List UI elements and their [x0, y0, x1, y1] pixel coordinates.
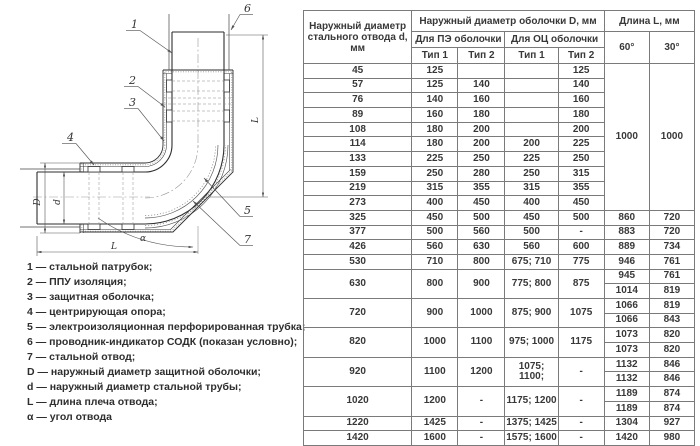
centerlines	[33, 38, 198, 198]
table-cell: 377	[304, 225, 412, 240]
table-cell: 1066	[604, 299, 649, 314]
header-casing-diameter: Наружный диаметр оболочки D, мм	[412, 11, 604, 32]
table-cell: -	[558, 387, 604, 416]
table-cell: 883	[604, 225, 649, 240]
table-cell: -	[458, 416, 505, 431]
table-cell: 946	[604, 254, 649, 269]
table-cell	[505, 108, 558, 123]
table-cell: 225	[505, 152, 558, 167]
header-pe-casing: Для ПЭ оболочки	[412, 32, 505, 48]
table-cell: 1132	[604, 357, 649, 372]
table-cell: 89	[304, 108, 412, 123]
table-cell: 1100	[412, 357, 458, 386]
table-cell: 180	[412, 122, 458, 137]
table-cell: 846	[649, 357, 694, 372]
table-row	[304, 225, 695, 240]
table-cell: 450	[412, 210, 458, 225]
table-cell: 219	[304, 181, 412, 196]
dim-label-alpha: α	[139, 234, 147, 244]
spec-table-header	[304, 11, 695, 64]
table-cell: 927	[649, 416, 694, 431]
table-row	[304, 328, 695, 343]
header-60deg: 60°	[604, 32, 649, 64]
table-cell: 125	[412, 78, 458, 93]
table-cell	[505, 64, 558, 79]
table-cell: -	[458, 431, 505, 446]
table-cell: 1066	[604, 313, 649, 328]
table-row	[304, 64, 695, 79]
table-cell: 125	[558, 64, 604, 79]
table-cell: 820	[304, 328, 412, 357]
table-cell: 900	[458, 269, 505, 298]
table-cell: 400	[412, 196, 458, 211]
table-row	[304, 210, 695, 225]
table-cell: 1000	[412, 328, 458, 357]
table-cell: 1575; 1600	[505, 431, 558, 446]
table-cell: 500	[505, 225, 558, 240]
table-cell: 761	[649, 269, 694, 284]
dim-label-d: d	[53, 199, 63, 205]
table-cell	[505, 122, 558, 137]
table-cell: 1014	[604, 284, 649, 299]
table-cell: 600	[558, 240, 604, 255]
table-cell: 1425	[412, 416, 458, 431]
table-cell: 630	[458, 240, 505, 255]
table-cell: -	[558, 431, 604, 446]
table-cell: 225	[412, 152, 458, 167]
table-cell: 57	[304, 78, 412, 93]
header-oc-casing: Для ОЦ оболочки	[505, 32, 604, 48]
table-cell: 846	[649, 372, 694, 387]
table-cell: 734	[649, 240, 694, 255]
table-cell: 1175	[558, 328, 604, 357]
header-pe-type1: Тип 1	[412, 48, 458, 64]
table-cell: 450	[458, 196, 505, 211]
table-cell: 775; 800	[505, 269, 558, 298]
table-cell: 273	[304, 196, 412, 211]
legend-item: L — длина плеча отвода;	[27, 396, 158, 408]
table-cell: 761	[649, 254, 694, 269]
table-cell: 920	[304, 357, 412, 386]
table-cell: -	[558, 357, 604, 386]
header-pe-type2: Тип 2	[458, 48, 505, 64]
table-cell: -	[558, 416, 604, 431]
table-row	[304, 387, 695, 402]
legend-item: 7 — стальной отвод;	[27, 351, 136, 363]
table-cell: 720	[649, 210, 694, 225]
table-row	[304, 240, 695, 255]
table-row	[304, 416, 695, 431]
table-cell: -	[558, 225, 604, 240]
table-cell: 775	[558, 254, 604, 269]
callout-7-label: 7	[244, 233, 251, 246]
table-cell: 874	[649, 387, 694, 402]
table-cell: 180	[412, 137, 458, 152]
elbow-drawing	[0, 0, 302, 258]
table-cell: 1073	[604, 343, 649, 358]
table-cell	[458, 64, 505, 79]
table-row	[304, 431, 695, 446]
table-cell: 280	[458, 166, 505, 181]
table-cell: 160	[412, 108, 458, 123]
table-cell: 1073	[604, 328, 649, 343]
table-cell: 560	[505, 240, 558, 255]
table-cell: 1000	[649, 64, 694, 211]
table-cell: 180	[558, 108, 604, 123]
legend-item: 3 — защитная оболочка;	[27, 291, 155, 303]
table-cell: 160	[458, 93, 505, 108]
header-oc-type1: Тип 1	[505, 48, 558, 64]
table-cell: 820	[649, 343, 694, 358]
casing-inner-lines	[80, 74, 233, 234]
header-length: Длина L, мм	[604, 11, 694, 32]
casing-hatch	[80, 72, 233, 233]
table-cell: 140	[558, 78, 604, 93]
table-cell: 426	[304, 240, 412, 255]
table-cell: 500	[458, 210, 505, 225]
table-cell: 76	[304, 93, 412, 108]
header-oc-type2: Тип 2	[558, 48, 604, 64]
table-cell: 800	[412, 269, 458, 298]
table-cell: 720	[649, 225, 694, 240]
callout-5-label: 5	[244, 204, 251, 217]
table-cell: 1075; 1100;	[505, 357, 558, 386]
table-cell: 1200	[458, 357, 505, 386]
legend-item: 2 — ППУ изоляция;	[27, 276, 127, 288]
table-cell: 819	[649, 284, 694, 299]
table-cell: 200	[558, 122, 604, 137]
legend-item: 1 — стальной патрубок;	[27, 261, 153, 273]
table-cell: 500	[412, 225, 458, 240]
table-cell: 1175; 1200	[505, 387, 558, 416]
table-cell: 1000	[604, 64, 649, 211]
table-cell: 315	[558, 166, 604, 181]
table-cell: 1000	[458, 299, 505, 328]
callout-2-label: 2	[129, 74, 136, 87]
steel-pipe	[37, 32, 224, 224]
dim-label-L-right: L	[251, 117, 261, 123]
spec-table	[303, 10, 695, 446]
table-row	[304, 357, 695, 372]
table-cell: 1220	[304, 416, 412, 431]
table-cell: 114	[304, 137, 412, 152]
casing-outline	[80, 70, 233, 233]
spec-table-body	[304, 64, 695, 446]
table-cell: 160	[558, 93, 604, 108]
table-row	[304, 269, 695, 284]
callout-1-label: 1	[131, 18, 138, 31]
dim-label-L-bottom: L	[111, 242, 117, 252]
table-cell: 200	[505, 137, 558, 152]
header-steel-diameter: Наружный диаметр стального отвода d, мм	[304, 11, 412, 64]
table-cell: 1189	[604, 387, 649, 402]
table-cell: 1375; 1425	[505, 416, 558, 431]
table-cell: 400	[505, 196, 558, 211]
table-cell: 225	[558, 137, 604, 152]
table-cell: 250	[558, 152, 604, 167]
table-cell: 945	[604, 269, 649, 284]
table-cell: 975; 1000	[505, 328, 558, 357]
legend-item: 4 — центрирующая опора;	[27, 306, 166, 318]
dim-label-D: D	[33, 198, 43, 206]
table-cell: 355	[458, 181, 505, 196]
table-cell: 180	[458, 108, 505, 123]
table-cell: 500	[558, 210, 604, 225]
table-cell: 1304	[604, 416, 649, 431]
legend-item: D — наружный диаметр защитной оболочки;	[27, 366, 261, 378]
table-cell: 720	[304, 299, 412, 328]
table-cell: 159	[304, 166, 412, 181]
table-cell: 874	[649, 401, 694, 416]
table-row	[304, 254, 695, 269]
legend-item: α — угол отвода	[27, 411, 112, 423]
table-cell: 200	[458, 122, 505, 137]
table-cell: 1020	[304, 387, 412, 416]
table-cell: 140	[412, 93, 458, 108]
table-cell: 630	[304, 269, 412, 298]
table-cell	[505, 78, 558, 93]
table-cell: 980	[649, 431, 694, 446]
table-cell: 900	[412, 299, 458, 328]
table-cell: 315	[505, 181, 558, 196]
table-cell: 560	[458, 225, 505, 240]
table-cell: 875; 900	[505, 299, 558, 328]
table-cell: 315	[412, 181, 458, 196]
callout-3-label: 3	[129, 96, 136, 109]
table-cell: 450	[505, 210, 558, 225]
table-cell: 675; 710	[505, 254, 558, 269]
callout-4-label: 4	[67, 131, 74, 144]
table-cell: 200	[458, 137, 505, 152]
table-cell: 820	[649, 328, 694, 343]
table-cell: 800	[458, 254, 505, 269]
table-cell: 133	[304, 152, 412, 167]
table-row	[304, 299, 695, 314]
table-cell: 108	[304, 122, 412, 137]
table-cell: 355	[558, 181, 604, 196]
table-cell: 450	[558, 196, 604, 211]
table-cell: 530	[304, 254, 412, 269]
legend-item: 5 — электроизоляционная перфорированная трубка;	[27, 321, 306, 333]
table-cell: 250	[458, 152, 505, 167]
callout-6-label: 6	[244, 2, 251, 15]
table-cell	[505, 93, 558, 108]
legend-item: d — наружный диаметр стальной трубы;	[27, 381, 242, 393]
table-cell: 860	[604, 210, 649, 225]
legend-item: 6 — проводник-индикатор СОДК (показан условно);	[27, 336, 298, 348]
table-cell: 45	[304, 64, 412, 79]
table-cell: 1200	[412, 387, 458, 416]
table-cell: 1132	[604, 372, 649, 387]
table-cell: 1100	[458, 328, 505, 357]
table-cell: 889	[604, 240, 649, 255]
table-cell: 125	[412, 64, 458, 79]
table-cell: 1420	[604, 431, 649, 446]
table-cell: 1420	[304, 431, 412, 446]
table-cell: 560	[412, 240, 458, 255]
table-cell: 875	[558, 269, 604, 298]
table-cell: 250	[505, 166, 558, 181]
sodk-wires	[20, 14, 229, 227]
table-cell: 1600	[412, 431, 458, 446]
table-cell: -	[458, 387, 505, 416]
table-cell: 140	[458, 78, 505, 93]
table-cell: 325	[304, 210, 412, 225]
table-cell: 843	[649, 313, 694, 328]
header-30deg: 30°	[649, 32, 694, 64]
table-cell: 819	[649, 299, 694, 314]
legend	[27, 260, 305, 425]
table-cell: 1075	[558, 299, 604, 328]
table-cell: 1189	[604, 401, 649, 416]
table-cell: 710	[412, 254, 458, 269]
table-cell: 250	[412, 166, 458, 181]
